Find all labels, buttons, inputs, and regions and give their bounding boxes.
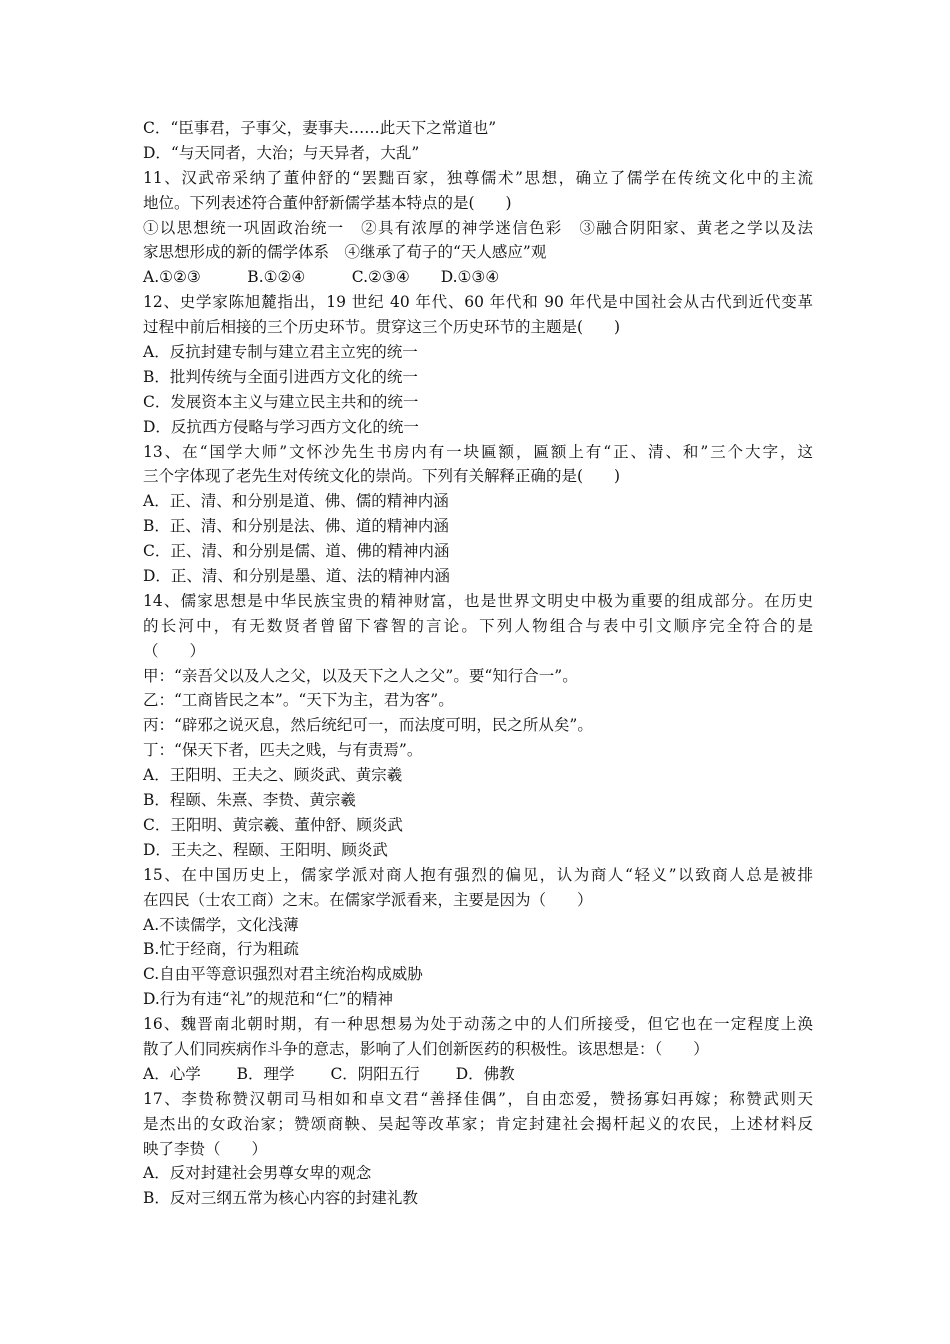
question-12-stem: 12、史学家陈旭麓指出，19 世纪 40 年代、60 年代和 90 年代是中国社会从古代到近代变革	[143, 293, 813, 312]
question-15-option-c: C.自由平等意识强烈对君主统治构成威胁	[143, 965, 423, 984]
question-13-option-d: D．正、清、和分别是墨、道、法的精神内涵	[143, 567, 450, 586]
question-14-quote-ding: 丁：“保天下者，匹夫之贱，与有责焉”。	[143, 741, 423, 760]
question-16-stem: 16、魏晋南北朝时期，有一种思想易为处于动荡之中的人们所接受，但它也在一定程度上涣	[143, 1015, 813, 1034]
question-11-stem: 11、汉武帝采纳了董仲舒的“罢黜百家，独尊儒术”思想，确立了儒学在传统文化中的主流	[143, 168, 813, 187]
question-11-options: A.①②③ B.①②④ C.②③④ D.①③④	[143, 268, 500, 287]
question-14-option-a: A．王阳明、王夫之、顾炎武、黄宗羲	[143, 766, 403, 785]
question-17-stem: 17、李贽称赞汉朝司马相如和卓文君“善择佳偶”，自由恋爱，赞扬寡妇再嫁；称赞武则天	[143, 1089, 813, 1108]
question-17-option-b: B．反对三纲五常为核心内容的封建礼教	[143, 1189, 418, 1208]
question-14-quote-yi: 乙：“工商皆民之本”。“天下为主，君为客”。	[143, 691, 454, 710]
question-14-blank: （ ）	[143, 641, 206, 660]
option-d-line: D．“与天同者，大治；与天异者，大乱”	[143, 143, 420, 162]
question-13-option-b: B．正、清、和分别是法、佛、道的精神内涵	[143, 517, 449, 536]
question-15-option-a: A.不读儒学，文化浅薄	[143, 915, 299, 934]
question-13-option-c: C．正、清、和分别是儒、道、佛的精神内涵	[143, 542, 450, 561]
question-15-stem: 15、在中国历史上，儒家学派对商人抱有强烈的偏见，认为商人“轻义”以致商人总是被排	[143, 865, 813, 884]
question-12-option-d: D．反抗西方侵略与学习西方文化的统一	[143, 417, 419, 436]
question-11-items: ①以思想统一巩固政治统一 ②具有浓厚的神学迷信色彩 ③融合阴阳家、黄老之学以及法	[143, 218, 813, 237]
question-14-option-d: D．王夫之、程颐、王阳明、顾炎武	[143, 840, 388, 859]
question-16-options: A．心学 B．理学 C．阴阳五行 D．佛教	[143, 1064, 515, 1083]
question-13-option-a: A．正、清、和分别是道、佛、儒的精神内涵	[143, 492, 449, 511]
question-14-option-c: C．王阳明、黄宗羲、董仲舒、顾炎武	[143, 815, 403, 834]
question-14-quote-jia: 甲：“亲吾父以及人之父，以及天下之人之父”。要“知行合一”。	[143, 666, 578, 685]
question-16-stem-cont: 散了人们同疾病作斗争的意志，影响了人们创新医药的积极性。该思想是：（ ）	[143, 1039, 709, 1058]
question-15-stem-cont: 在四民（士农工商）之末。在儒家学派看来，主要是因为（ ）	[143, 890, 593, 909]
question-17-option-a: A．反对封建社会男尊女卑的观念	[143, 1164, 372, 1183]
question-13-stem-cont: 三个字体现了老先生对传统文化的崇尚。下列有关解释正确的是( )	[143, 467, 621, 486]
question-14-option-b: B．程颐、朱熹、李贽、黄宗羲	[143, 791, 356, 810]
question-15-option-d: D.行为有违“礼”的规范和“仁”的精神	[143, 990, 393, 1009]
question-12-option-a: A．反抗封建专制与建立君主立宪的统一	[143, 343, 418, 362]
question-14-quote-bing: 丙：“辟邪之说灭息，然后统纪可一，而法度可明，民之所从矣”。	[143, 716, 593, 735]
question-12-option-b: B．批判传统与全面引进西方文化的统一	[143, 367, 418, 386]
document-body	[143, 116, 813, 1211]
question-12-stem-cont: 过程中前后相接的三个历史环节。贯穿这三个历史环节的主题是( )	[143, 318, 621, 337]
question-13-stem: 13、在“国学大师”文怀沙先生书房内有一块匾额，匾额上有“正、清、和”三个大字，这	[143, 442, 813, 461]
question-11-stem-cont: 地位。下列表述符合董仲舒新儒学基本特点的是( )	[143, 193, 512, 212]
question-15-option-b: B.忙于经商，行为粗疏	[143, 940, 299, 959]
question-11-items-cont: 家思想形成的新的儒学体系 ④继承了荀子的“天人感应”观	[143, 243, 547, 262]
question-14-stem-cont: 的长河中，有无数贤者曾留下睿智的言论。下列人物组合与表中引文顺序完全符合的是	[143, 616, 813, 635]
question-14-stem: 14、儒家思想是中华民族宝贵的精神财富，也是世界文明史中极为重要的组成部分。在历史	[143, 591, 813, 610]
option-c-line: C．“臣事君，子事父，妻事夫……此天下之常道也”	[143, 119, 497, 137]
question-17-stem-cont: 是杰出的女政治家；赞颂商鞅、吴起等改革家；肯定封建社会揭杆起义的农民，上述材料反	[143, 1114, 813, 1133]
question-17-stem-end: 映了李贽（ ）	[143, 1139, 268, 1158]
question-12-option-c: C．发展资本主义与建立民主共和的统一	[143, 392, 419, 411]
